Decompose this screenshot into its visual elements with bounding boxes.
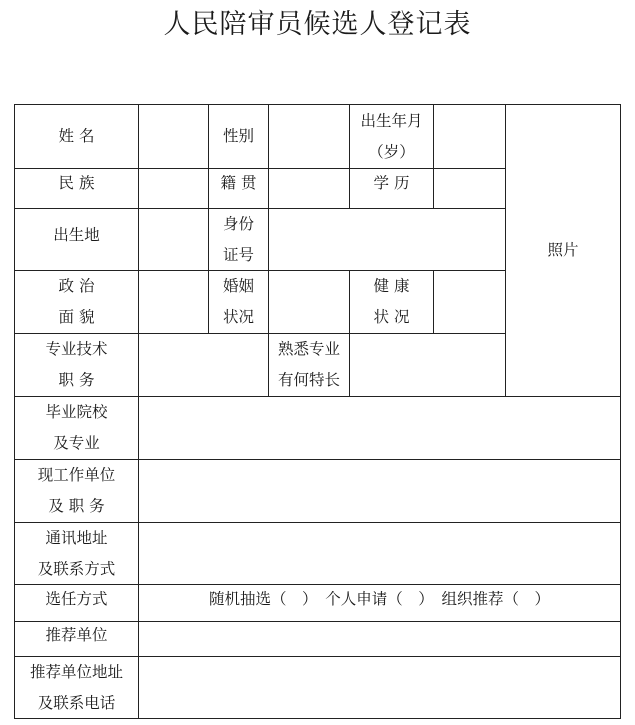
label-political-status	[15, 271, 138, 333]
label-recommender-address	[15, 657, 138, 718]
birth-date-field[interactable]	[434, 105, 505, 168]
label-current-employer	[15, 460, 138, 522]
label-professional-title	[15, 334, 138, 396]
ethnicity-field[interactable]	[139, 169, 208, 208]
label-birth-date-line2: （岁）	[368, 142, 415, 161]
current-employer-field[interactable]	[139, 460, 620, 522]
name-field[interactable]	[139, 105, 208, 168]
marital-status-field[interactable]	[269, 271, 349, 333]
photo-cell[interactable]	[506, 105, 620, 396]
label-political-line1: 政 治	[58, 277, 95, 295]
label-health-line1: 健 康	[373, 277, 410, 295]
health-status-field[interactable]	[434, 271, 505, 333]
label-ethnicity: 民 族	[58, 173, 95, 192]
gender-field[interactable]	[269, 105, 349, 168]
label-selection-method: 选任方式	[45, 590, 108, 608]
label-contact-info	[15, 523, 138, 584]
label-school-line1: 毕业院校	[45, 403, 108, 421]
label-birthplace: 出生地	[53, 225, 100, 244]
label-health-line2: 状 况	[373, 308, 410, 326]
label-title-line1: 专业技术	[45, 340, 108, 358]
label-contact-line1: 通讯地址	[45, 528, 108, 547]
label-graduate-school	[15, 397, 138, 459]
graduate-school-field[interactable]	[139, 397, 620, 459]
specialty-field[interactable]	[350, 334, 505, 396]
label-specialty-line2: 有何特长	[277, 371, 340, 389]
label-employer-line1: 现工作单位	[37, 466, 116, 484]
label-marital-status	[209, 271, 268, 333]
label-specialty-line1: 熟悉专业	[277, 340, 340, 358]
label-birth-date	[350, 105, 433, 168]
label-name: 姓 名	[58, 127, 95, 145]
label-recommending-unit: 推荐单位	[45, 626, 108, 644]
label-employer-line2: 及 职 务	[48, 497, 105, 515]
contact-info-field[interactable]	[139, 523, 620, 584]
label-id-line2: 证号	[222, 245, 254, 264]
form-title: 人民陪审员候选人登记表	[163, 9, 472, 40]
education-field[interactable]	[434, 169, 505, 208]
label-id-number	[209, 209, 268, 270]
label-education: 学 历	[373, 173, 410, 192]
label-contact-line2: 及联系方式	[37, 559, 116, 578]
label-marital-line2: 状况	[222, 308, 254, 326]
selection-method-options[interactable]: 随机抽选（ ） 个人申请（ ） 组织推荐（ ）	[208, 590, 550, 608]
label-photo: 照片	[547, 241, 579, 259]
recommender-address-field[interactable]	[139, 657, 620, 718]
professional-title-field[interactable]	[139, 334, 268, 396]
label-gender: 性别	[222, 127, 254, 145]
label-id-line1: 身份	[222, 214, 254, 233]
native-place-field[interactable]	[269, 169, 349, 208]
birthplace-field[interactable]	[139, 209, 208, 270]
label-rec-addr-line2: 及联系电话	[37, 693, 116, 712]
label-rec-addr-line1: 推荐单位地址	[29, 662, 123, 681]
label-title-line2: 职 务	[58, 371, 95, 389]
label-native-place: 籍 贯	[220, 173, 257, 192]
label-specialty	[269, 334, 349, 396]
label-health-status	[350, 271, 433, 333]
table-border-right	[620, 104, 621, 719]
recommending-unit-field[interactable]	[139, 622, 620, 656]
political-status-field[interactable]	[139, 271, 208, 333]
id-number-field[interactable]	[269, 209, 505, 270]
label-birth-date-line1: 出生年月	[360, 111, 423, 130]
label-school-line2: 及专业	[53, 434, 100, 452]
label-political-line2: 面 貌	[58, 308, 95, 326]
label-marital-line1: 婚姻	[222, 277, 254, 295]
